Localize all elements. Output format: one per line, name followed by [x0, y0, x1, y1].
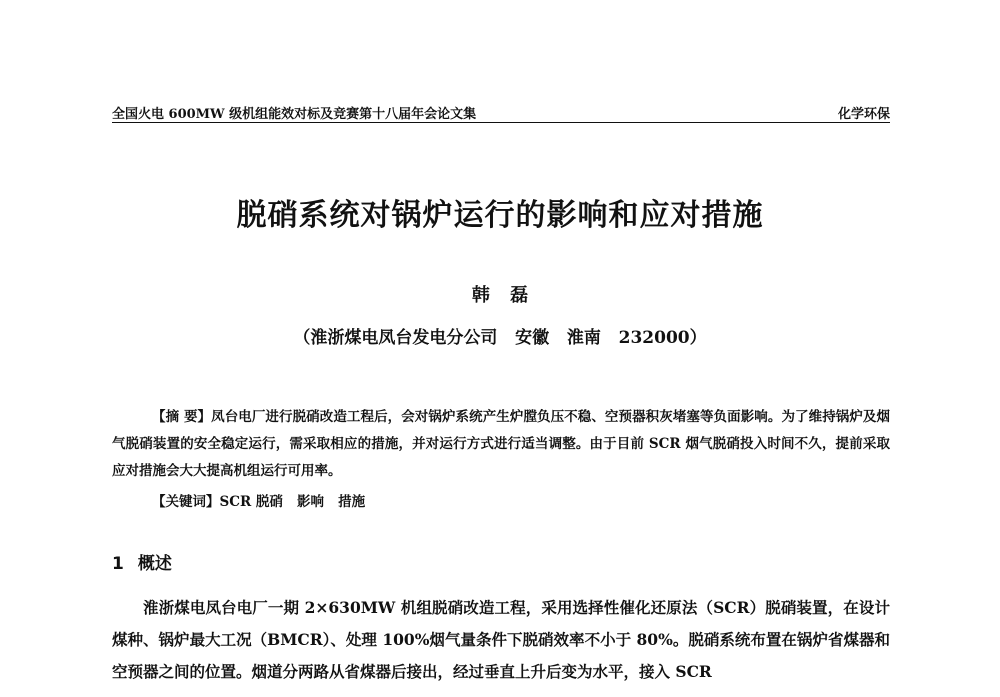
author-name: 韩 磊	[471, 285, 529, 306]
section-number: 1	[112, 554, 124, 574]
abstract	[112, 404, 890, 485]
author-affiliation: （淮浙煤电凤台发电分公司 安徽 淮南 232000）	[293, 328, 707, 348]
keywords-text: SCR 脱硝 影响 措施	[219, 494, 366, 510]
running-header	[112, 100, 890, 123]
paper-title: 脱硝系统对锅炉运行的影响和应对措施	[236, 198, 764, 233]
keywords-label: 【关键词】	[152, 494, 220, 510]
section-title: 概述	[137, 554, 172, 574]
body-paragraph: 淮浙煤电凤台电厂一期 2×630MW 机组脱硝改造工程，采用选择性催化还原法（SCR）脱硝装置，在设计煤种、锅炉最大工况（BMCR）、处理 100%烟气量条件下脱硝效率不小于 80%。脱硝系统布置在锅炉省煤器和空预器之间的位置。烟道分两路从省煤器后接出，经过垂直上升后变为水平，接入 SCR	[112, 598, 890, 681]
keywords	[152, 490, 365, 510]
section-heading	[112, 549, 172, 574]
header-journal-title: 全国火电 600MW 级机组能效对标及竞赛第十八届年会论文集	[112, 107, 477, 122]
abstract-paragraph	[112, 404, 890, 485]
abstract-text: 凤台电厂进行脱硝改造工程后，会对锅炉系统产生炉膛负压不稳、空预器积灰堵塞等负面影响。为了维持锅炉及烟气脱硝装置的安全稳定运行，需采取相应的措施，并对运行方式进行适当调整。由于目前 SCR 烟气脱硝投入时间不久，提前采取应对措施会大大提高机组运行可用率。	[112, 409, 891, 479]
header-section-name: 化学环保	[837, 107, 890, 122]
body-text	[112, 592, 890, 688]
abstract-label: 【摘 要】	[152, 409, 212, 425]
